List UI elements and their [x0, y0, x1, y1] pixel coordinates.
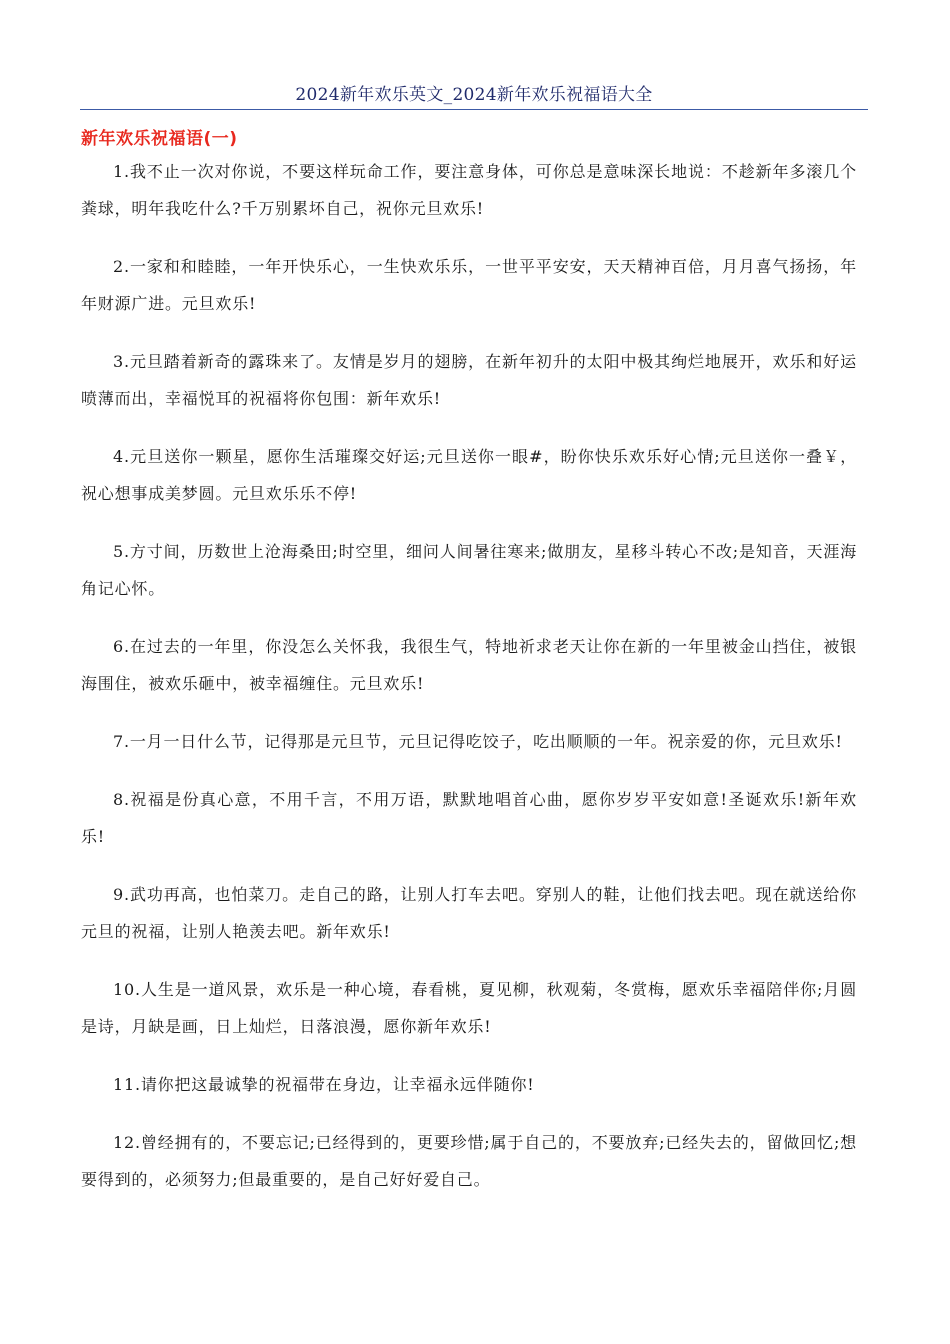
greeting-entry-10: 10.人生是一道风景，欢乐是一种心境，春看桃，夏见柳，秋观菊，冬赏梅，愿欢乐幸福陪伴你;月圆是诗，月缺是画，日上灿烂，日落浪漫，愿你新年欢乐!: [81, 980, 857, 1036]
greeting-entry-8: 8.祝福是份真心意，不用千言，不用万语，默默地唱首心曲，愿你岁岁平安如意!圣诞欢乐!新年欢乐!: [81, 790, 857, 846]
greeting-entry-9: 9.武功再高，也怕菜刀。走自己的路，让别人打车去吧。穿别人的鞋，让他们找去吧。现在就送给你元旦的祝福，让别人艳羡去吧。新年欢乐!: [81, 885, 857, 941]
greeting-entry-11: 11.请你把这最诚挚的祝福带在身边，让幸福永远伴随你!: [113, 1075, 535, 1094]
header-divider: [80, 109, 868, 110]
greeting-entry-7: 7.一月一日什么节，记得那是元旦节，元旦记得吃饺子，吃出顺顺的一年。祝亲爱的你，元旦欢乐!: [113, 732, 843, 751]
greeting-entry-4: 4.元旦送你一颗星，愿你生活璀璨交好运;元旦送你一眼#，盼你快乐欢乐好心情;元旦送你一叠￥，祝心想事成美梦圆。元旦欢乐乐不停!: [81, 447, 857, 503]
greeting-entry-5: 5.方寸间，历数世上沧海桑田;时空里，细问人间暑往寒来;做朋友，星移斗转心不改;是知音，天涯海角记心怀。: [81, 542, 857, 598]
section-title: 新年欢乐祝福语(一): [81, 129, 238, 149]
greeting-entry-2: 2.一家和和睦睦，一年开快乐心，一生快欢乐乐，一世平平安安，天天精神百倍，月月喜气扬扬，年年财源广进。元旦欢乐!: [81, 257, 857, 313]
greeting-entry-3: 3.元旦踏着新奇的露珠来了。友情是岁月的翅膀，在新年初升的太阳中极其绚烂地展开，欢乐和好运喷薄而出，幸福悦耳的祝福将你包围：新年欢乐!: [81, 352, 857, 408]
document-header: 2024新年欢乐英文_2024新年欢乐祝福语大全: [295, 85, 653, 105]
greeting-entry-12: 12.曾经拥有的，不要忘记;已经得到的，更要珍惜;属于自己的，不要放弃;已经失去的，留做回忆;想要得到的，必须努力;但最重要的，是自己好好爱自己。: [81, 1133, 857, 1189]
greeting-entry-1: 1.我不止一次对你说，不要这样玩命工作，要注意身体，可你总是意味深长地说：不趁新年多滚几个粪球，明年我吃什么?千万别累坏自己，祝你元旦欢乐!: [81, 162, 857, 218]
greeting-list: [81, 153, 857, 1198]
greeting-entry-6: 6.在过去的一年里，你没怎么关怀我，我很生气，特地祈求老天让你在新的一年里被金山挡住，被银海围住，被欢乐砸中，被幸福缠住。元旦欢乐!: [81, 637, 857, 693]
